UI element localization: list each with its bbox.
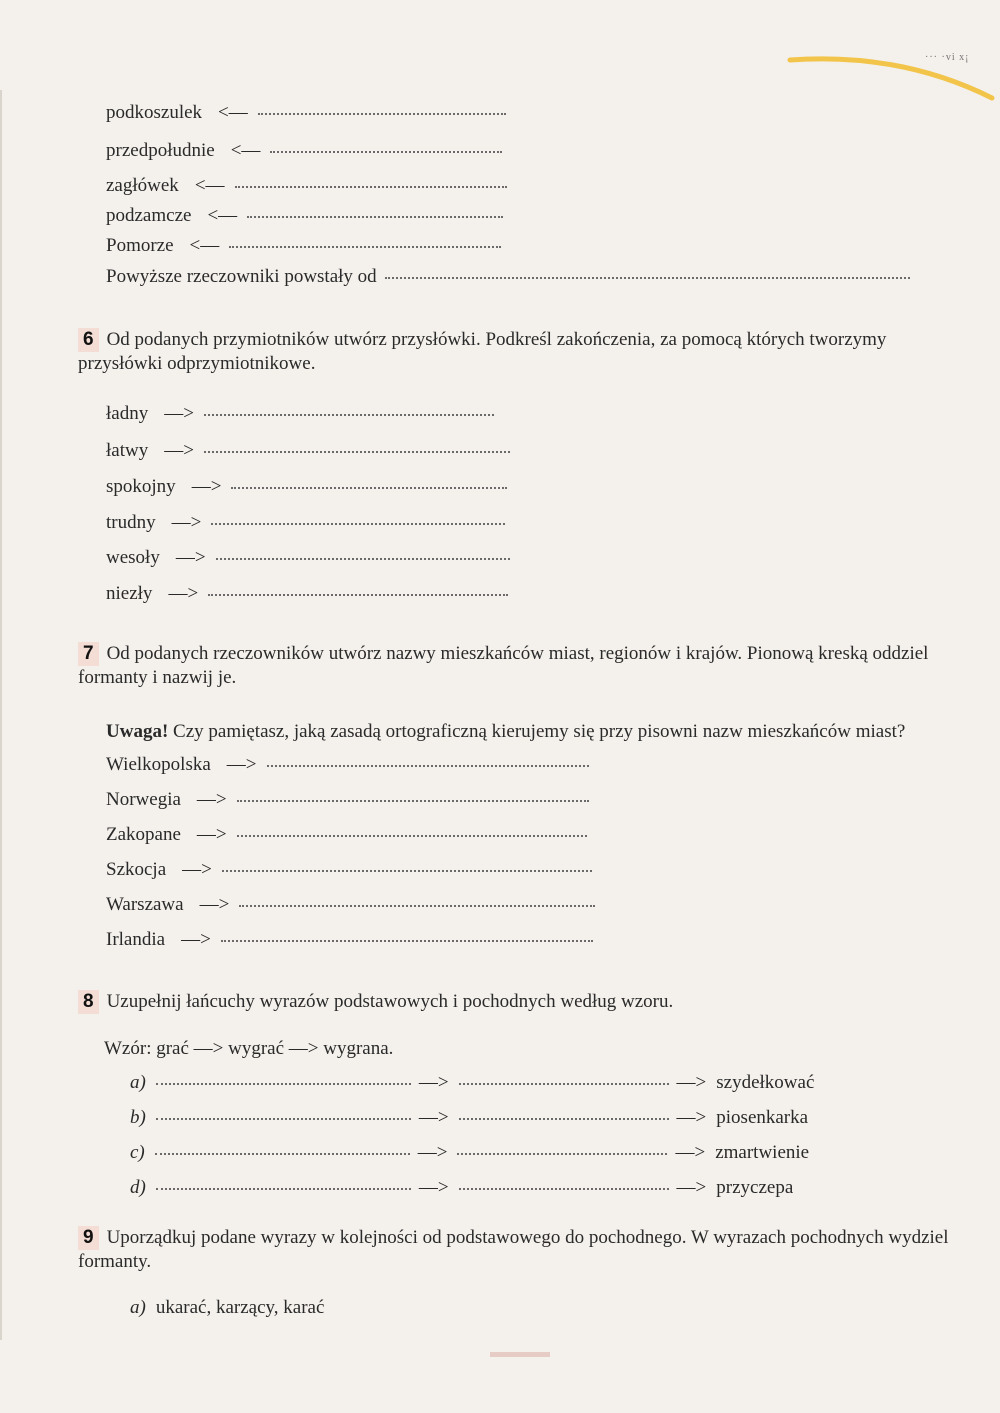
note-text: Czy pamiętasz, jaką zasadą ortograficzną kierujemy się przy pisowni nazw mieszkańców miast? [173,721,906,742]
arrow-right: —> [175,547,206,568]
task8-row-b [130,1107,808,1129]
arrow-right: —> [196,789,227,810]
task-8-example [104,1038,393,1060]
answer-line[interactable] [385,277,910,279]
task-8-text: Uzupełnij łańcuchy wyrazów podstawowych i pochodnych według wzoru. [106,991,674,1012]
row-label: a) [130,1072,146,1093]
answer-line[interactable] [237,835,587,837]
section5-row-5 [106,235,501,257]
note-label: Uwaga! [106,721,169,742]
footer-mark [490,1352,550,1357]
word-irlandia: Irlandia [106,929,166,950]
row-end-word: piosenkarka [716,1107,809,1128]
word-podzamcze: podzamcze [106,205,192,226]
arrow-right: —> [164,440,194,461]
task-number: 9 [78,1226,99,1250]
word-niezly: niezły [106,583,153,604]
word-latwy: łatwy [106,440,149,461]
answer-line[interactable] [208,594,508,596]
word-zakopane: Zakopane [106,824,181,845]
answer-line[interactable] [258,113,506,115]
answer-line[interactable] [459,1118,669,1120]
task-number: 8 [78,990,99,1014]
arrow-left: <— [207,205,238,226]
answer-line[interactable] [239,905,595,907]
answer-line[interactable] [270,151,502,153]
page-edge-shadow [0,90,2,1340]
answer-line[interactable] [155,1153,410,1155]
word-podkoszulek: podkoszulek [106,102,203,123]
corner-swoosh-decoration [780,40,1000,110]
arrow-right: —> [676,1072,707,1093]
word-wielkopolska: Wielkopolska [106,754,211,775]
task-number: 6 [78,328,99,352]
task9-words: ukarać, karzący, karać [155,1297,325,1318]
arrow-right: —> [676,1107,707,1128]
task6-row-4 [106,512,505,534]
task-9-instruction [78,1226,968,1274]
task6-row-5 [106,547,510,569]
task-6-instruction [78,328,968,376]
section5-row-3 [106,175,507,197]
summary-text: Powyższe rzeczowniki powstały od [106,266,377,287]
answer-line[interactable] [459,1188,669,1190]
row-end-word: zmartwienie [715,1142,810,1163]
section5-row-4 [106,205,503,227]
word-przedpoludnie: przedpołudnie [106,140,215,161]
answer-line[interactable] [211,523,505,525]
task6-row-3 [106,476,507,498]
answer-line[interactable] [204,451,510,453]
task7-row-5 [106,894,595,916]
answer-line[interactable] [221,940,593,942]
arrow-right: —> [675,1142,706,1163]
arrow-right: —> [418,1072,449,1093]
answer-line[interactable] [229,246,501,248]
answer-line[interactable] [267,765,589,767]
task7-row-4 [106,859,592,881]
task7-row-3 [106,824,587,846]
arrow-left: <— [194,175,225,196]
arrow-right: —> [168,583,199,604]
answer-line[interactable] [216,558,510,560]
arrow-left: <— [218,102,248,123]
row-end-word: szydełkować [716,1072,815,1093]
answer-line[interactable] [459,1083,669,1085]
task6-row-2 [106,440,510,462]
arrow-right: —> [171,512,202,533]
task8-row-a [130,1072,814,1094]
task-7-instruction [78,642,968,690]
task7-row-1 [106,754,589,776]
row-label: c) [130,1142,145,1163]
task8-row-c [130,1142,809,1164]
task-6-text: Od podanych przymiotników utwórz przysłówki. Podkreśl zakończenia, za pomocą których tworzymy przysłówki odprzymiotnikowe. [78,329,887,374]
answer-line[interactable] [247,216,503,218]
word-spokojny: spokojny [106,476,176,497]
section5-row-1 [106,102,506,124]
arrow-right: —> [418,1107,449,1128]
task9-item-a [130,1297,324,1319]
section5-summary [106,266,910,288]
arrow-right: —> [226,754,257,775]
word-warszawa: Warszawa [106,894,184,915]
answer-line[interactable] [204,414,494,416]
task-number: 7 [78,642,99,666]
arrow-left: <— [189,235,220,256]
arrow-right: —> [676,1177,707,1198]
arrow-right: —> [182,859,212,880]
example-text: Wzór: grać —> wygrać —> wygrana. [104,1038,394,1059]
row-label: b) [130,1107,146,1128]
row-label: a) [130,1297,146,1318]
word-zaglowek: zagłówek [106,175,179,196]
task-9-text: Uporządkuj podane wyrazy w kolejności od podstawowego do pochodnego. W wyrazach pochodnych wydziel formanty. [78,1227,949,1272]
arrow-right: —> [417,1142,448,1163]
arrow-right: —> [199,894,230,915]
answer-line[interactable] [156,1118,411,1120]
task-7-text: Od podanych rzeczowników utwórz nazwy mieszkańców miast, regionów i krajów. Pionową kreską oddziel formanty i nazwij je. [78,643,929,688]
word-szkocja: Szkocja [106,859,167,880]
task6-row-6 [106,583,508,605]
section5-row-2 [106,140,502,162]
arrow-right: —> [196,824,227,845]
task-7-note [106,720,966,744]
word-norwegia: Norwegia [106,789,181,810]
corner-page-label: ··· ·vi x¡ [925,52,970,63]
task-8-instruction [78,990,968,1014]
arrow-right: —> [164,403,194,424]
answer-line[interactable] [235,186,507,188]
word-pomorze: Pomorze [106,235,174,256]
arrow-right: —> [418,1177,449,1198]
word-wesoly: wesoły [106,547,160,568]
arrow-left: <— [230,140,261,161]
arrow-right: —> [191,476,222,497]
task8-row-d [130,1177,793,1199]
answer-line[interactable] [237,800,589,802]
arrow-right: —> [181,929,211,950]
task7-row-6 [106,929,593,951]
word-ladny: ładny [106,403,149,424]
answer-line[interactable] [156,1083,411,1085]
answer-line[interactable] [231,487,507,489]
task6-row-1 [106,403,494,425]
row-end-word: przyczepa [716,1177,794,1198]
answer-line[interactable] [156,1188,411,1190]
row-label: d) [130,1177,146,1198]
task7-row-2 [106,789,589,811]
answer-line[interactable] [457,1153,667,1155]
answer-line[interactable] [222,870,592,872]
word-trudny: trudny [106,512,156,533]
